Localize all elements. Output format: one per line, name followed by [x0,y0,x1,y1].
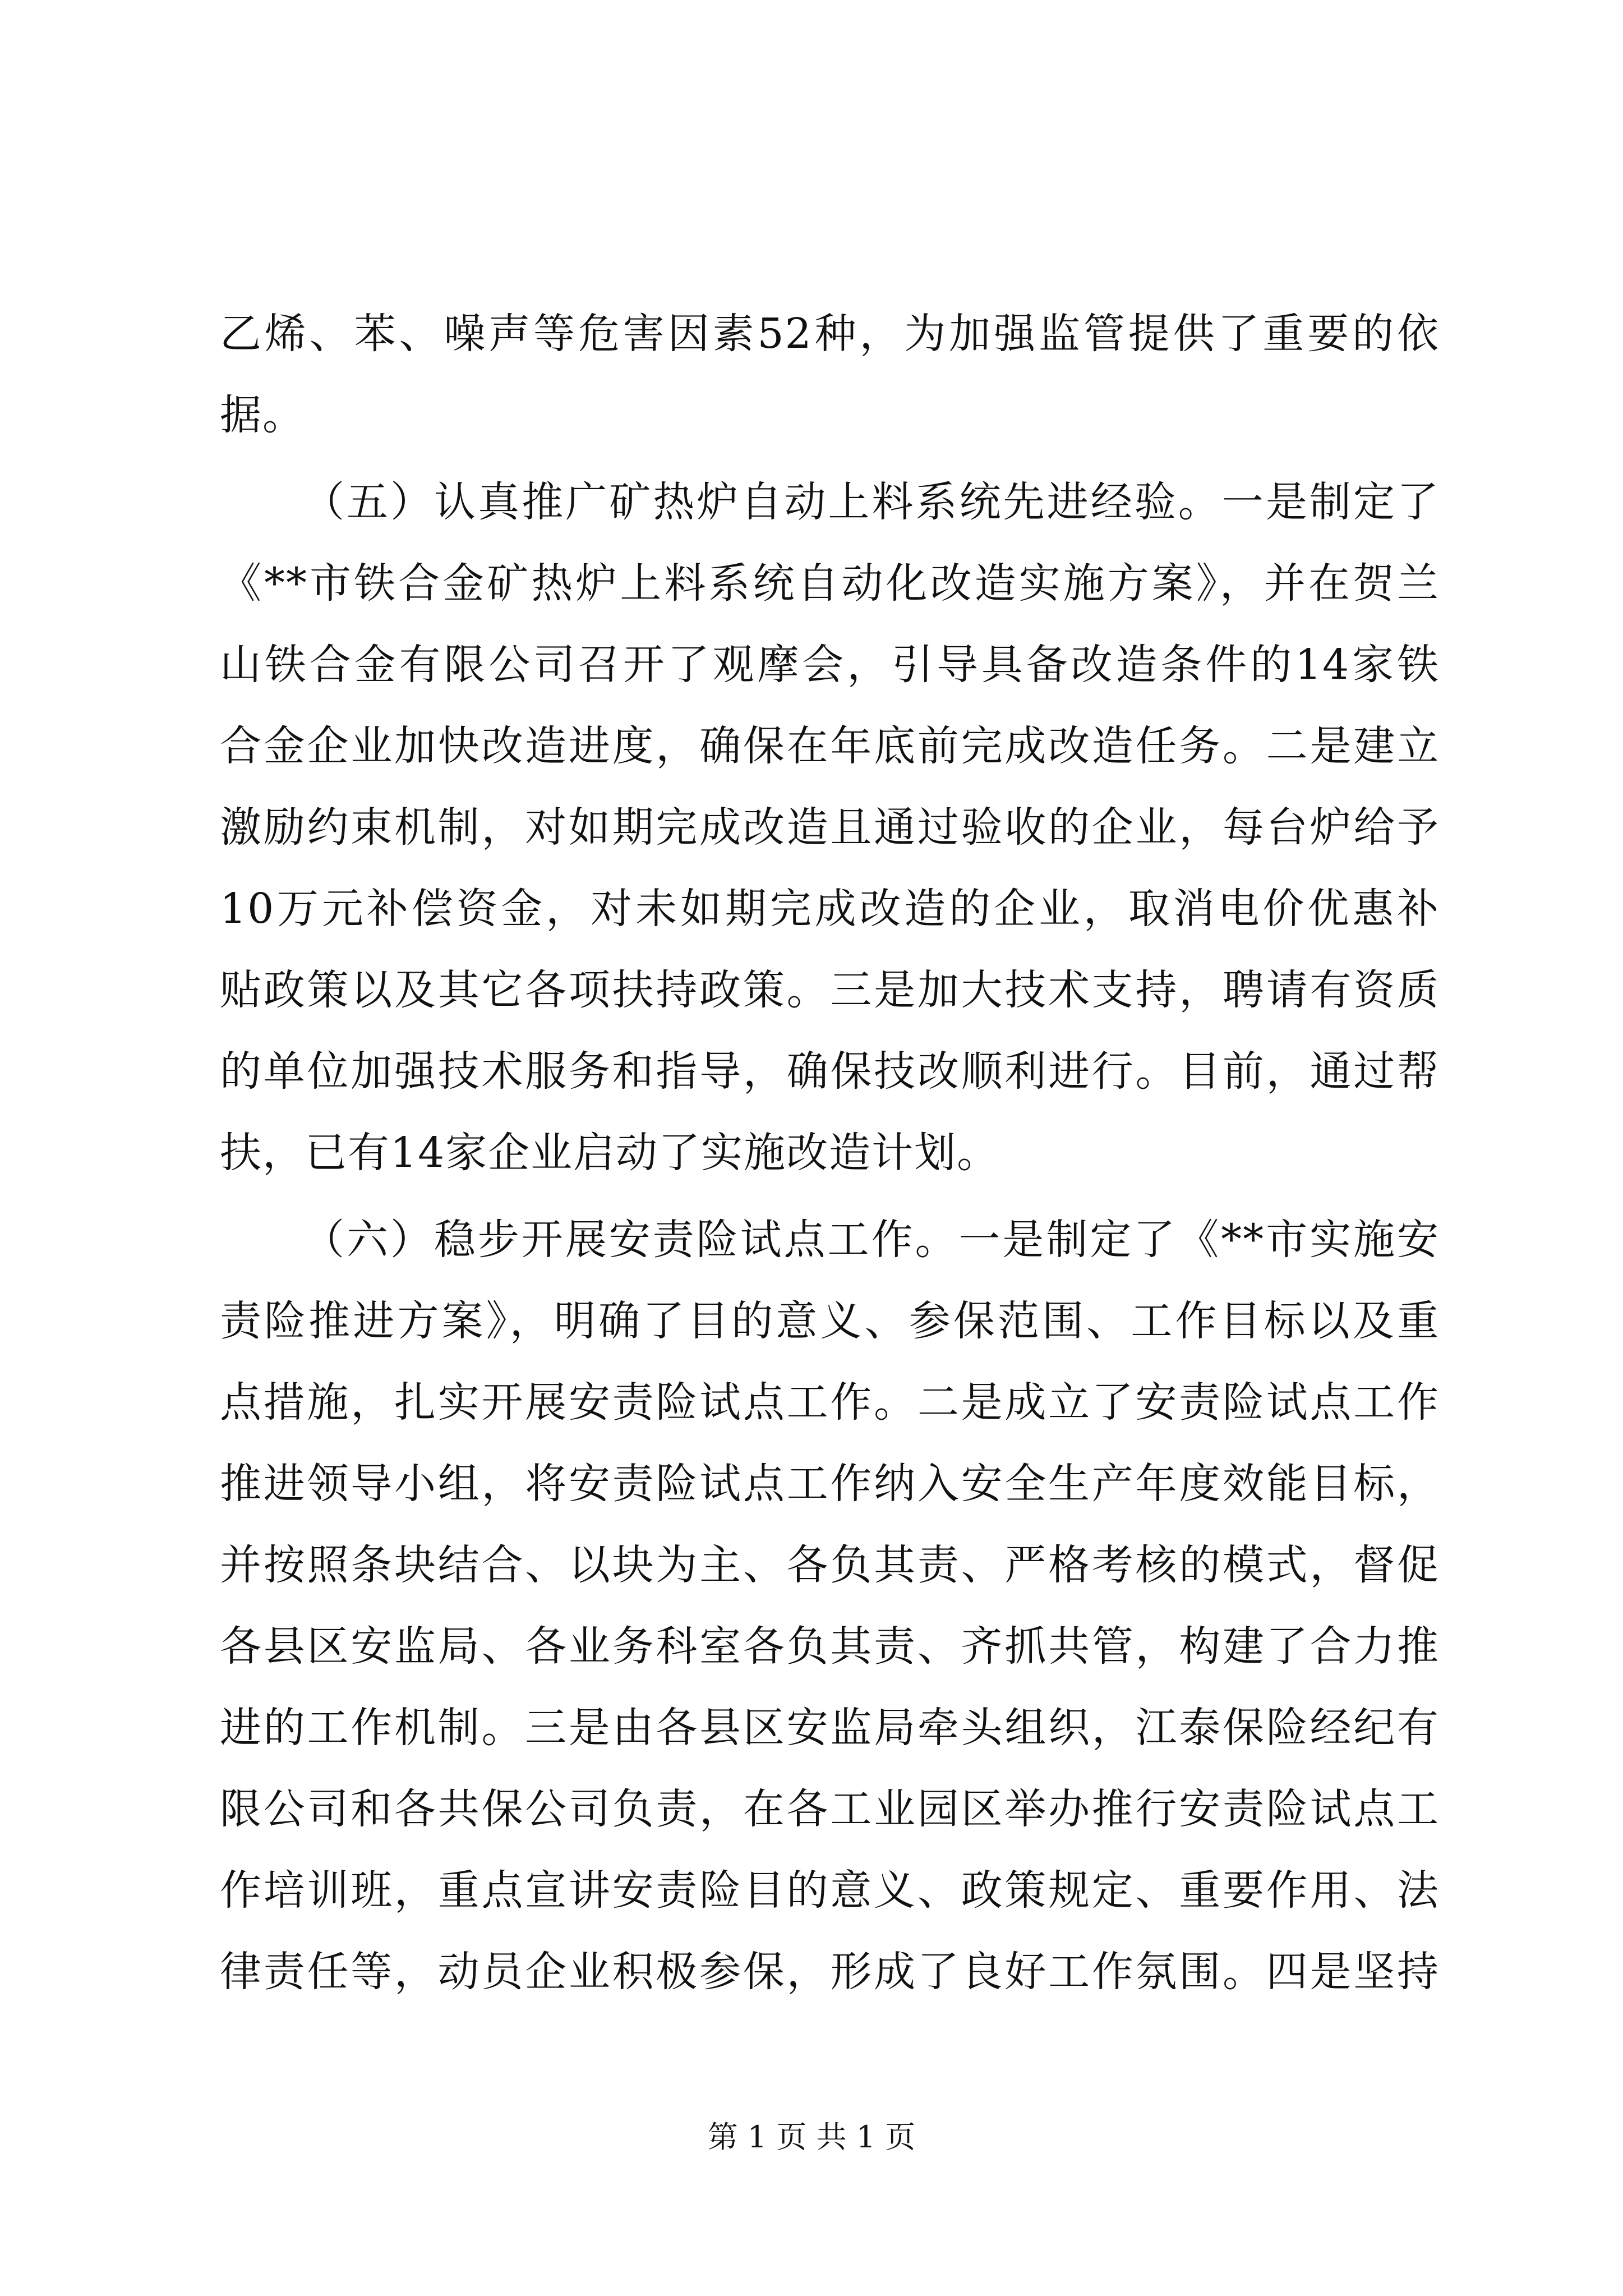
text-line: 责险推进方案》，明确了目的意义、参保范围、工作目标以及重 [220,1297,1440,1345]
text-line: 限公司和各共保公司负责，在各工业园区举办推行安责险试点工 [220,1785,1440,1833]
text-line: 激励约束机制，对如期完成改造且通过验收的企业，每台炉给予 [220,803,1440,852]
text-line: 推进领导小组，将安责险试点工作纳入安全生产年度效能目标， [220,1460,1440,1508]
text-line: 《**市铁合金矿热炉上料系统自动化改造实施方案》，并在贺兰 [220,559,1440,608]
text-line: 山铁合金有限公司召开了观摩会，引导具备改造条件的14家铁 [220,641,1440,689]
page-number-footer: 第 1 页 共 1 页 [707,2119,916,2155]
text-line: 乙烯、苯、噪声等危害因素52种，为加强监管提供了重要的依 [220,310,1440,358]
text-line: 作培训班，重点宣讲安责险目的意义、政策规定、重要作用、法 [220,1866,1440,1915]
paragraph-6-heading-line: （六）稳步开展安责险试点工作。一是制定了《**市实施安 [303,1216,1440,1264]
text-line: 进的工作机制。三是由各县区安监局牵头组织，江泰保险经纪有 [220,1704,1440,1752]
text-line: 贴政策以及其它各项扶持政策。三是加大技术支持，聘请有资质 [220,966,1440,1014]
text-line: 10万元补偿资金，对未如期完成改造的企业，取消电价优惠补 [220,885,1440,933]
text-line: 的单位加强技术服务和指导，确保技改顺利进行。目前，通过帮 [220,1047,1440,1096]
text-line: 并按照条块结合、以块为主、各负其责、严格考核的模式，督促 [220,1541,1440,1589]
text-line: 点措施，扎实开展安责险试点工作。二是成立了安责险试点工作 [220,1378,1440,1427]
paragraph-5-heading-line: （五）认真推广矿热炉自动上料系统先进经验。一是制定了 [303,478,1440,526]
text-line: 扶，已有14家企业启动了实施改造计划。 [220,1129,1000,1177]
text-line: 据。 [220,391,305,439]
text-line: 合金企业加快改造进度，确保在年底前完成改造任务。二是建立 [220,722,1440,770]
text-line: 律责任等，动员企业积极参保，形成了良好工作氛围。四是坚持 [220,1948,1440,1996]
text-line: 各县区安监局、各业务科室各负其责、齐抓共管，构建了合力推 [220,1622,1440,1671]
